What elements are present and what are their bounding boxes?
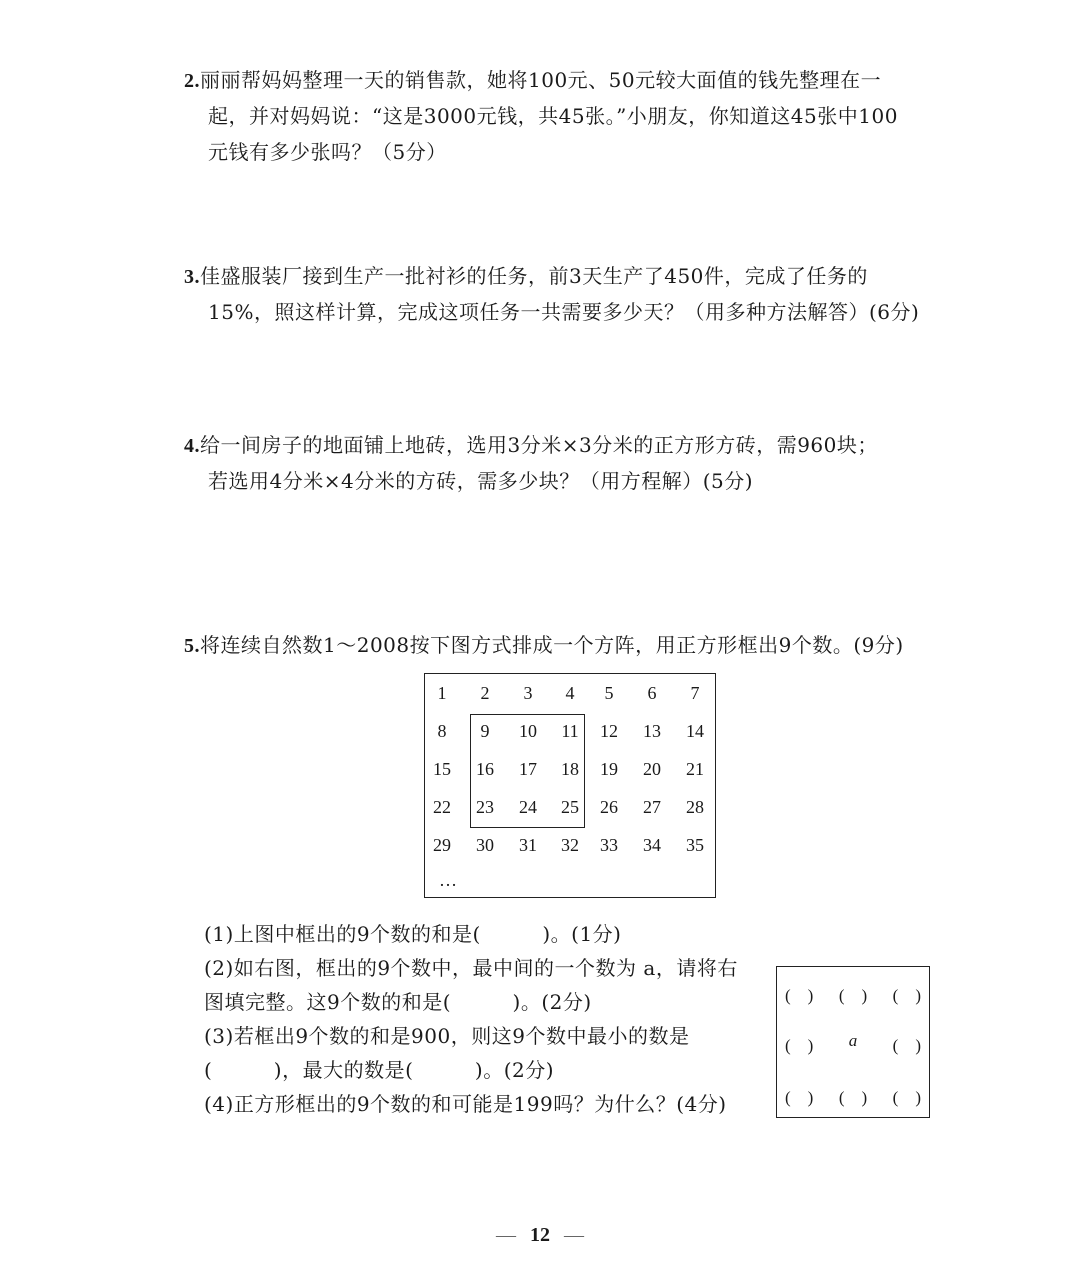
grid-number: 1 xyxy=(437,683,447,703)
grid-number: 32 xyxy=(561,835,579,855)
grid-number: 15 xyxy=(433,759,451,779)
problem-2 xyxy=(184,62,954,170)
grid-number: 34 xyxy=(643,835,661,855)
grid-number: 16 xyxy=(476,759,494,779)
grid-number: 22 xyxy=(433,797,451,817)
fill-in-row xyxy=(785,981,921,1006)
blank-cell: ( ) xyxy=(785,986,814,1005)
blank-cell: ( ) xyxy=(892,1088,921,1107)
problem-number: 2. xyxy=(184,70,200,92)
problem-text: 佳盛服装厂接到生产一批衬衫的任务，前3天生产了450件，完成了任务的 xyxy=(200,264,868,288)
blank-cell: ( ) xyxy=(838,986,868,1005)
grid-number: 18 xyxy=(561,759,579,779)
grid-number: 25 xyxy=(561,797,579,817)
grid-number: 12 xyxy=(600,721,618,741)
problem-3 xyxy=(184,258,954,330)
grid-number: 28 xyxy=(686,797,704,817)
grid-number: 20 xyxy=(643,759,661,779)
subquestion-4: (4)正方形框出的9个数的和可能是199吗？为什么？(4分) xyxy=(204,1092,727,1116)
grid-number: 26 xyxy=(600,797,618,817)
problem-4 xyxy=(184,427,954,499)
grid-number: 24 xyxy=(519,797,537,817)
grid-number: 21 xyxy=(686,759,704,779)
blank-cell: ( ) xyxy=(785,1036,814,1055)
grid-number: 10 xyxy=(519,721,537,741)
grid-number: 27 xyxy=(643,797,661,817)
grid-number: 3 xyxy=(523,683,533,703)
problem-line xyxy=(184,427,954,463)
blank-cell: ( ) xyxy=(892,1036,921,1055)
grid-number: 23 xyxy=(476,797,494,817)
grid-number: 30 xyxy=(476,835,494,855)
grid-number: 13 xyxy=(643,721,661,741)
problem-line xyxy=(184,62,954,98)
problem-line xyxy=(184,258,954,294)
problem-text: 给一间房子的地面铺上地砖，选用3分米×3分米的正方形方砖，需960块； xyxy=(200,433,878,457)
blank-cell: ( ) xyxy=(785,1088,814,1107)
problem-text: 丽丽帮妈妈整理一天的销售款，她将100元、50元较大面值的钱先整理在一 xyxy=(200,68,882,92)
grid-number: 8 xyxy=(437,721,447,741)
grid-number: 14 xyxy=(686,721,704,741)
page-number: 12 xyxy=(530,1224,550,1246)
grid-number: 17 xyxy=(519,759,537,779)
problem-text: 15%，照这样计算，完成这项任务一共需要多少天？（用多种方法解答）(6分) xyxy=(208,300,920,324)
variable-a: a xyxy=(848,1031,858,1050)
grid-number: 9 xyxy=(480,721,490,741)
blank-cell: ( ) xyxy=(892,986,921,1005)
grid-number: 33 xyxy=(600,835,618,855)
problem-text: 起，并对妈妈说：“这是3000元钱，共45张。”小朋友，你知道这45张中100 xyxy=(208,104,898,128)
fill-in-grid xyxy=(776,966,930,1118)
grid-number: 19 xyxy=(600,759,618,779)
problem-number: 5. xyxy=(184,635,200,657)
grid-number: 7 xyxy=(690,683,700,703)
fill-in-row xyxy=(785,1083,921,1108)
problem-number: 4. xyxy=(184,435,200,457)
grid-ellipsis: … xyxy=(439,870,457,890)
subquestion-3: (3)若框出9个数的和是900，则这9个数中最小的数是 xyxy=(204,1024,690,1048)
footer-dash: — xyxy=(564,1224,584,1246)
footer-dash: — xyxy=(496,1224,516,1246)
problem-text: 将连续自然数1～2008按下图方式排成一个方阵，用正方形框出9个数。(9分) xyxy=(200,633,904,657)
subquestion-3-cont: ( )，最大的数是( )。(2分) xyxy=(204,1058,555,1082)
grid-number: 2 xyxy=(480,683,490,703)
blank-cell: ( ) xyxy=(838,1088,868,1107)
problem-number: 3. xyxy=(184,266,200,288)
fill-in-row xyxy=(785,1031,921,1056)
grid-number: 6 xyxy=(647,683,657,703)
subquestion-2-cont: 图填完整。这9个数的和是( )。(2分) xyxy=(204,990,592,1014)
grid-number: 5 xyxy=(604,683,614,703)
problem-line xyxy=(184,627,954,663)
problem-text: 元钱有多少张吗？（5分） xyxy=(208,140,447,164)
subquestion-1: (1)上图中框出的9个数的和是( )。(1分) xyxy=(204,922,622,946)
problem-5 xyxy=(184,627,954,663)
grid-number: 11 xyxy=(561,721,579,741)
problem-text: 若选用4分米×4分米的方砖，需多少块？（用方程解）(5分) xyxy=(208,469,754,493)
subquestion-2: (2)如右图，框出的9个数中，最中间的一个数为 a，请将右 xyxy=(204,956,738,980)
grid-number: 31 xyxy=(519,835,537,855)
grid-number: 35 xyxy=(686,835,704,855)
grid-number: 4 xyxy=(565,683,575,703)
grid-number: 29 xyxy=(433,835,451,855)
page-footer xyxy=(0,1224,1080,1247)
